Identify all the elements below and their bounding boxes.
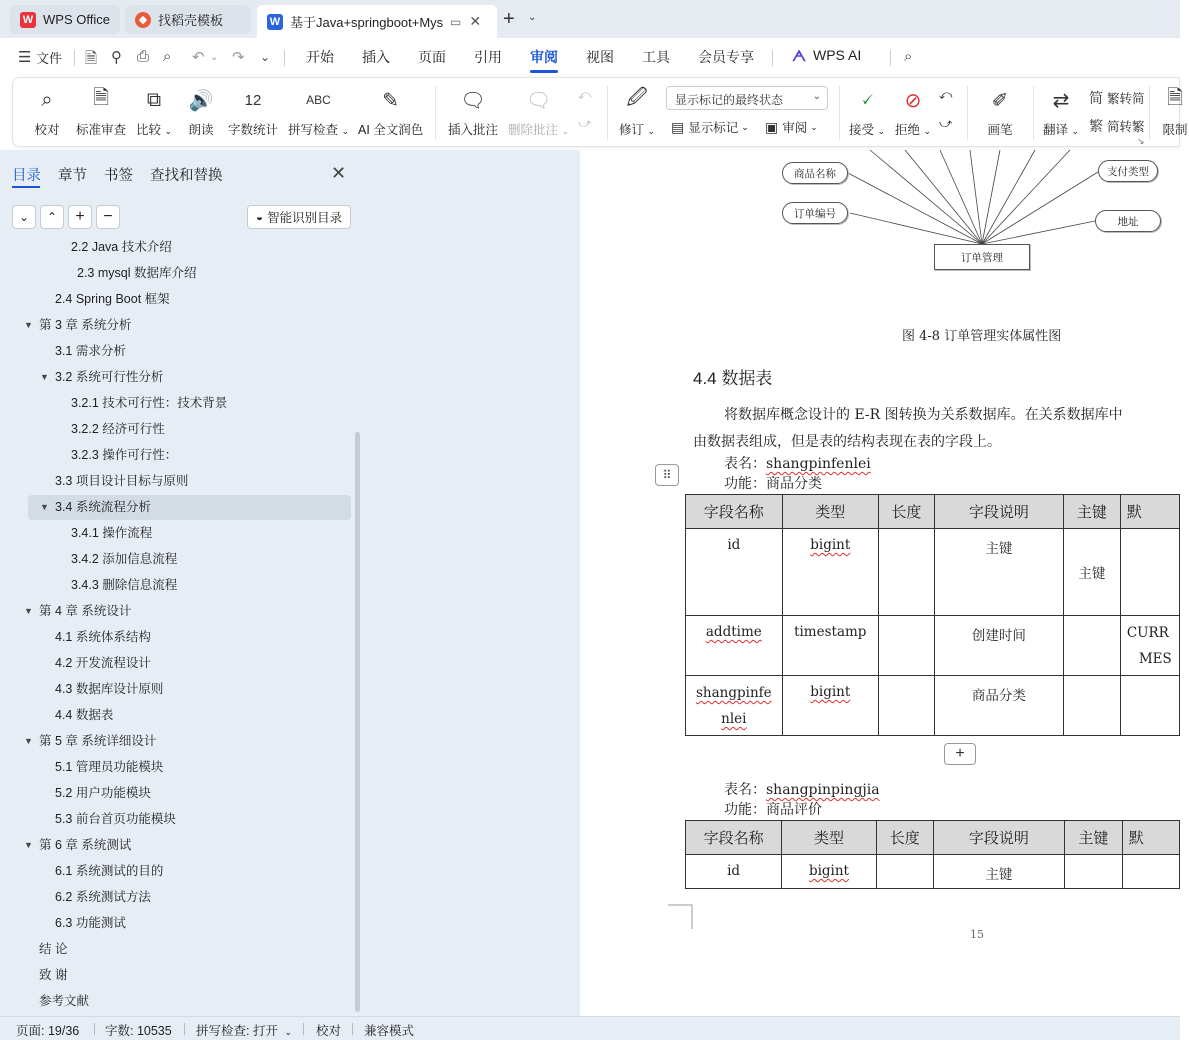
table-cell[interactable] <box>1120 616 1179 676</box>
table-name: shangpinfenlei <box>766 456 871 472</box>
table-cell[interactable] <box>1122 855 1179 889</box>
table-cell[interactable] <box>782 855 877 889</box>
word-count-icon: 12 <box>244 91 262 109</box>
toc-scrollbar[interactable] <box>355 432 360 1012</box>
undo-icon[interactable]: ↶ <box>192 49 205 66</box>
toc-item-label: 3.4 系统流程分析 <box>55 500 151 514</box>
plus-icon: + <box>955 745 965 762</box>
divider <box>184 1023 185 1035</box>
tab-bar <box>0 0 1180 38</box>
previous-change-icon[interactable]: ⤺ <box>939 88 953 102</box>
next-comment-icon[interactable]: ⤻ <box>578 116 592 130</box>
divider <box>74 50 75 66</box>
divider <box>352 1023 353 1035</box>
tab-find-replace[interactable]: 查找和替换 <box>150 168 223 184</box>
divider <box>303 1023 304 1035</box>
toc-item[interactable] <box>24 730 157 752</box>
toc-item[interactable] <box>24 314 132 336</box>
button-label: 接受 <box>849 123 875 137</box>
close-pane-icon[interactable]: ✕ <box>331 163 347 183</box>
pen-icon: ✐ <box>991 89 1009 112</box>
toc-item[interactable] <box>71 392 227 414</box>
chevron-down-icon: ⌄ <box>877 126 886 136</box>
active-menu-indicator <box>530 70 558 73</box>
remove-heading-button[interactable] <box>96 205 120 229</box>
ai-polish-button[interactable] <box>358 86 423 138</box>
spell-check-button[interactable] <box>288 86 349 138</box>
active-tab-indicator <box>12 186 40 188</box>
toc-item-label: 6.3 功能测试 <box>55 916 126 930</box>
toc-item-label: 3.2.2 经济可行性 <box>71 422 165 436</box>
page-number: 15 <box>970 928 984 941</box>
status-label: 拼写检查: 打开 <box>196 1024 278 1038</box>
er-attribute-address: 地址 <box>1095 210 1161 232</box>
toc-item[interactable] <box>55 704 113 726</box>
document-check-icon: 🗎 <box>92 87 110 109</box>
toc-item-label: 3.2.1 技术可行性：技术背景 <box>71 396 228 410</box>
divider <box>967 86 968 140</box>
compare-button[interactable] <box>136 86 172 138</box>
er-attribute-payment-type: 支付类型 <box>1098 160 1158 182</box>
column-header: 字段说明 <box>934 495 1063 529</box>
review-pane-icon: ▣ <box>765 118 779 135</box>
divider <box>435 86 436 140</box>
button-label: 朗读 <box>188 123 214 137</box>
toc-item-label: 3.4.2 添加信息流程 <box>71 552 178 566</box>
toc-item-label: 6.2 系统测试方法 <box>55 890 151 904</box>
chevron-down-icon: ⌄ <box>810 121 818 132</box>
toc-item[interactable] <box>40 496 151 518</box>
chevron-down-icon: ⌄ <box>341 126 350 136</box>
divider <box>1149 86 1150 140</box>
label: 表名： <box>724 456 766 472</box>
toc-item-label: 参考文献 <box>39 994 90 1008</box>
reject-icon: ⊘ <box>904 89 922 112</box>
button-label: 字数统计 <box>228 123 279 137</box>
toc-item-label: 2.2 Java 技术介绍 <box>71 240 172 254</box>
toc-item-label: 3.1 需求分析 <box>55 344 126 358</box>
table-name: shangpinpingjia <box>766 782 880 798</box>
column-header: 字段说明 <box>933 821 1064 855</box>
table-cell[interactable]: 主键 <box>933 855 1064 889</box>
expand-arrow-icon[interactable]: ▼ <box>40 502 49 512</box>
collapse-up-button[interactable] <box>40 205 64 229</box>
table-cell[interactable]: 创建时间 <box>934 616 1063 676</box>
table-row <box>686 676 1180 736</box>
menu-references[interactable]: 引用 <box>474 49 502 65</box>
markup-mode-select[interactable] <box>666 86 828 110</box>
column-header: 默 <box>1122 821 1179 855</box>
status-proofread[interactable]: 校对 <box>316 1024 342 1038</box>
data-table-shangpinpingjia <box>685 820 1180 889</box>
previous-comment-icon[interactable]: ⤺ <box>578 88 592 102</box>
label: 表名： <box>724 782 766 798</box>
compare-icon: ⧉ <box>146 88 162 111</box>
track-changes-icon: 🖉 <box>626 87 648 109</box>
button-label: 审阅 <box>782 121 808 135</box>
toc-item-label: 3.4.1 操作流程 <box>71 526 153 540</box>
button-label: 智能识别目录 <box>267 211 343 225</box>
markup-icon: ▤ <box>671 118 685 135</box>
cell-text: bigint <box>810 537 851 553</box>
toc-item-label: 第 6 章 系统测试 <box>39 838 132 852</box>
menu-home[interactable]: 开始 <box>306 49 334 65</box>
link-icon[interactable]: ⚲ <box>111 49 122 66</box>
status-compat-mode: 兼容模式 <box>364 1024 415 1038</box>
ribbon-toolbar <box>12 77 1188 147</box>
table-cell[interactable] <box>1063 676 1120 736</box>
chevron-down-icon[interactable]: ⌄ <box>260 50 271 64</box>
collapse-down-button[interactable] <box>12 205 36 229</box>
table-function: 商品分类 <box>766 476 822 492</box>
expand-ribbon-icon[interactable]: ↘ <box>1137 136 1145 146</box>
figure-caption: 图 4-8 订单管理实体属性图 <box>902 329 1062 344</box>
toc-item[interactable] <box>55 652 151 674</box>
table-cell[interactable]: 商品分类 <box>934 676 1063 736</box>
writer-logo-icon: W <box>267 14 283 30</box>
close-tab-icon[interactable]: ✕ <box>469 13 482 29</box>
toc-item[interactable] <box>55 470 188 492</box>
toc-item-label: 结 论 <box>39 942 68 956</box>
chevron-down-icon: ⌄ <box>812 91 821 102</box>
toc-item[interactable] <box>71 444 177 466</box>
cell-text: nlei <box>721 711 747 727</box>
smart-toc-button[interactable] <box>247 205 351 229</box>
button-label: 标准审查 <box>76 123 127 137</box>
tab-bookmarks[interactable]: 书签 <box>104 168 133 184</box>
button-label: 拼写检查 <box>288 123 339 137</box>
crop-mark <box>668 904 694 930</box>
expand-arrow-icon[interactable]: ▼ <box>24 606 33 616</box>
cell-text: bigint <box>808 863 849 879</box>
button-label: 限制 <box>1162 123 1188 137</box>
add-row-button[interactable] <box>944 743 976 765</box>
toc-item[interactable] <box>55 756 163 778</box>
table-cell[interactable] <box>782 529 878 616</box>
menu-page[interactable]: 页面 <box>418 49 446 65</box>
proofread-icon: ⌕ <box>41 88 53 111</box>
table-move-handle[interactable] <box>655 464 679 486</box>
body-paragraph-line-2: 由数据表组成，但是表的结构表现在表的字段上。 <box>693 434 1001 450</box>
divider <box>607 86 608 140</box>
restrict-icon: 🗎 <box>1166 87 1184 109</box>
toc-item-label: 5.2 用户功能模块 <box>55 786 151 800</box>
translate-icon: ⇄ <box>1052 89 1070 112</box>
table-row <box>686 855 1180 889</box>
toc-item[interactable] <box>55 678 163 700</box>
button-label: 删除批注 <box>508 123 559 137</box>
button-label: 翻译 <box>1043 123 1069 137</box>
divider <box>284 50 285 66</box>
chevron-down-icon: ⌄ <box>923 126 932 136</box>
tab-document[interactable] <box>257 5 497 38</box>
button-label: 修订 <box>619 123 645 137</box>
toc-item-label: 4.1 系统体系结构 <box>55 630 151 644</box>
toc-item[interactable] <box>71 236 172 258</box>
er-entity-order-management: 订单管理 <box>934 244 1030 270</box>
toc-item-label: 3.2 系统可行性分析 <box>55 370 164 384</box>
toc-item-label: 4.2 开发流程设计 <box>55 656 151 670</box>
toc-item[interactable] <box>40 366 164 388</box>
proofread-button[interactable] <box>33 86 61 138</box>
docer-logo-icon: ◆ <box>135 12 151 28</box>
wps-ai-icon: ᗅ <box>792 48 807 65</box>
chevron-down-icon: ⌄ <box>284 1027 292 1037</box>
toc-item-label: 2.3 mysql 数据库介绍 <box>77 266 197 280</box>
save-icon[interactable]: 🗎 <box>85 50 98 67</box>
restrict-button[interactable] <box>1161 86 1189 138</box>
show-markup-button[interactable] <box>671 118 749 136</box>
table-cell[interactable] <box>686 676 783 736</box>
toc-item[interactable] <box>71 522 152 544</box>
toc-item[interactable] <box>55 860 163 882</box>
toc-item-label: 6.1 系统测试的目的 <box>55 864 164 878</box>
column-header: 主键 <box>1063 495 1120 529</box>
toc-item-label: 5.3 前台首页功能模块 <box>55 812 176 826</box>
table-cell[interactable]: 主键 <box>1063 529 1120 616</box>
tab-label: WPS Office <box>43 12 110 27</box>
cell-text: shangpinfe <box>695 685 772 701</box>
menu-bar <box>0 38 1180 74</box>
table-cell[interactable]: 主键 <box>934 529 1063 616</box>
er-attribute-order-number: 订单编号 <box>782 202 848 224</box>
reject-button[interactable] <box>895 86 931 138</box>
menu-wps-ai[interactable]: WPS AI <box>813 47 862 63</box>
tab-wps-office[interactable] <box>10 5 120 34</box>
toc-item[interactable] <box>77 262 196 284</box>
column-header: 长度 <box>878 495 934 529</box>
column-header: 长度 <box>876 821 933 855</box>
table-cell[interactable]: id <box>686 855 782 889</box>
table-cell[interactable]: id <box>686 529 783 616</box>
next-change-icon[interactable]: ⤻ <box>939 116 953 130</box>
cell-text: bigint <box>810 684 851 700</box>
magic-wand-icon: ✎ <box>382 89 400 112</box>
toc-item[interactable] <box>24 600 132 622</box>
er-attribute-product-name: 商品名称 <box>782 162 848 184</box>
column-header: 字段名称 <box>686 821 782 855</box>
toc-item[interactable] <box>55 288 170 310</box>
accept-icon: 🗸 <box>860 88 875 111</box>
button-label: 比较 <box>136 123 162 137</box>
tab-toc[interactable]: 目录 <box>12 168 41 184</box>
table-row <box>686 529 1180 616</box>
menu-insert[interactable]: 插入 <box>362 49 390 65</box>
print-preview-icon[interactable]: ⌕ <box>163 48 172 65</box>
chevron-down-icon: ⌄ <box>18 210 30 224</box>
revise-button[interactable] <box>619 86 655 138</box>
column-header: 字段名称 <box>686 495 783 529</box>
table-function-line <box>724 473 822 493</box>
to-simplified-button[interactable] <box>1089 116 1145 136</box>
label: 功能： <box>724 802 766 818</box>
toc-item[interactable] <box>55 782 151 804</box>
toc-item-label: 第 4 章 系统设计 <box>39 604 132 618</box>
toc-item-label: 第 3 章 系统分析 <box>39 318 132 332</box>
pen-button[interactable] <box>986 86 1014 138</box>
toc-item[interactable] <box>39 990 89 1012</box>
table-row <box>686 616 1180 676</box>
wps-logo-icon: W <box>20 12 36 28</box>
column-header: 类型 <box>782 821 877 855</box>
insert-comment-button[interactable] <box>448 86 498 138</box>
menu-tools[interactable]: 工具 <box>642 49 670 65</box>
tab-label: 找稻壳模板 <box>158 13 224 28</box>
simplified-icon: 繁 <box>1089 118 1103 134</box>
expand-arrow-icon[interactable]: ▼ <box>24 736 33 746</box>
minus-icon: − <box>103 208 113 225</box>
smart-icon: ◒ <box>255 210 264 224</box>
menu-member[interactable]: 会员专享 <box>698 49 754 65</box>
speaker-icon: 🔊 <box>188 89 214 112</box>
toc-item[interactable] <box>55 886 151 908</box>
tab-label: 基于Java+springboot+Mys <box>290 15 444 30</box>
word-count-button[interactable] <box>228 86 278 138</box>
table-name-line <box>724 779 880 799</box>
toc-item[interactable] <box>55 808 176 830</box>
toc-item-label: 3.3 项目设计目标与原则 <box>55 474 189 488</box>
body-paragraph-line-1: 将数据库概念设计的 E-R 图转换为关系数据库。在关系数据库中 <box>724 407 1123 423</box>
button-label: 简转繁 <box>1107 120 1145 134</box>
table-function-line <box>724 799 822 819</box>
toc-item[interactable] <box>71 418 165 440</box>
data-table-shangpinfenlei <box>685 494 1180 736</box>
table-cell[interactable] <box>1120 529 1179 616</box>
drag-handle-icon: ⠿ <box>662 468 672 482</box>
divider <box>1033 86 1034 140</box>
chevron-down-icon: ⌄ <box>741 121 749 132</box>
toc-item[interactable] <box>55 912 126 934</box>
add-heading-button[interactable] <box>68 205 92 229</box>
section-heading: 4.4 数据表 <box>693 369 773 388</box>
toc-item[interactable] <box>55 340 126 362</box>
table-cell[interactable]: timestamp <box>782 616 878 676</box>
comment-add-icon: 🗨 <box>460 89 486 112</box>
column-header: 类型 <box>782 495 878 529</box>
label: 功能： <box>724 476 766 492</box>
accept-button[interactable] <box>849 86 885 138</box>
expand-arrow-icon[interactable]: ▼ <box>40 372 49 382</box>
table-cell[interactable] <box>1120 676 1179 736</box>
select-value: 显示标记的最终状态 <box>675 93 784 107</box>
print-icon[interactable]: ⎙ <box>137 48 150 65</box>
menu-review[interactable]: 审阅 <box>530 49 558 65</box>
to-traditional-button[interactable] <box>1089 88 1145 108</box>
button-label: 显示标记 <box>688 121 739 135</box>
table-function: 商品评价 <box>766 802 822 818</box>
chevron-down-icon[interactable]: ⌄ <box>210 52 219 63</box>
toc-item[interactable] <box>24 834 132 856</box>
hamburger-icon[interactable]: ☰ <box>18 49 32 66</box>
chevron-down-icon: ⌄ <box>561 126 570 136</box>
chevron-down-icon: ⌄ <box>647 126 656 136</box>
chevron-down-icon: ⌄ <box>1071 126 1080 136</box>
table-cell[interactable] <box>876 855 933 889</box>
table-name-line <box>724 453 871 473</box>
toc-item-label: 2.4 Spring Boot 框架 <box>55 292 170 306</box>
toc-list <box>0 238 355 1016</box>
divider <box>94 1023 95 1035</box>
column-header: 主键 <box>1064 821 1122 855</box>
expand-arrow-icon[interactable]: ▼ <box>24 320 33 330</box>
table-cell[interactable] <box>1064 855 1122 889</box>
toc-item[interactable] <box>71 548 177 570</box>
cell-text: CURR <box>1126 625 1169 641</box>
cell-text: addtime <box>705 624 762 640</box>
menu-file[interactable]: 文件 <box>36 51 63 66</box>
toc-item[interactable] <box>55 626 151 648</box>
menu-view[interactable]: 视图 <box>586 49 614 65</box>
review-pane-button[interactable] <box>765 118 818 136</box>
chevron-down-icon[interactable]: ⌄ <box>528 12 537 23</box>
table-cell[interactable] <box>878 676 934 736</box>
button-label: 拒绝 <box>895 123 921 137</box>
button-label: 画笔 <box>987 123 1013 137</box>
standard-review-button[interactable] <box>76 86 126 138</box>
toc-item-label: 第 5 章 系统详细设计 <box>39 734 157 748</box>
button-label: AI 全文润色 <box>358 123 424 137</box>
cell-text: MES <box>1138 651 1172 667</box>
chevron-up-icon: ⌃ <box>46 210 58 224</box>
translate-button[interactable] <box>1043 86 1079 138</box>
toc-item-label: 3.2.3 操作可行性： <box>71 448 178 462</box>
table-cell[interactable] <box>878 616 934 676</box>
traditional-icon: 简 <box>1089 90 1103 106</box>
expand-arrow-icon[interactable]: ▼ <box>24 840 33 850</box>
toc-item[interactable] <box>71 574 177 596</box>
button-label: 繁转简 <box>1107 92 1145 106</box>
toc-item-label: 5.1 管理员功能模块 <box>55 760 164 774</box>
status-spell-check[interactable] <box>196 1021 292 1039</box>
toc-item-label: 4.4 数据表 <box>55 708 114 722</box>
toc-item-label: 4.3 数据库设计原则 <box>55 682 164 696</box>
chevron-down-icon: ⌄ <box>164 126 173 136</box>
comment-delete-icon: 🗨 <box>525 89 552 112</box>
toc-item[interactable] <box>39 938 67 960</box>
toc-item-label: 致 谢 <box>39 968 68 982</box>
status-page[interactable]: 页面: 19/36 <box>16 1024 80 1038</box>
tab-sections[interactable]: 章节 <box>58 168 87 184</box>
divider <box>772 50 773 66</box>
status-word-count[interactable]: 字数: 10535 <box>105 1024 172 1038</box>
monitor-icon[interactable]: ▭ <box>450 14 462 29</box>
button-label: 校对 <box>34 123 60 137</box>
table-cell[interactable] <box>686 616 783 676</box>
redo-icon[interactable]: ↷ <box>232 49 245 66</box>
read-aloud-button[interactable] <box>187 86 215 138</box>
search-icon[interactable]: ⌕ <box>904 48 913 65</box>
plus-icon: + <box>75 208 85 225</box>
column-header: 默 <box>1120 495 1179 529</box>
spell-check-icon: ABC <box>306 93 331 107</box>
table-cell[interactable] <box>878 529 934 616</box>
status-bar <box>0 1016 1180 1040</box>
toc-item-label: 3.4.3 删除信息流程 <box>71 578 178 592</box>
toc-item[interactable] <box>39 964 67 986</box>
divider <box>839 86 840 140</box>
divider <box>890 50 891 66</box>
delete-comment-button[interactable] <box>508 86 569 138</box>
button-label: 插入批注 <box>448 123 499 137</box>
table-cell[interactable] <box>1063 616 1120 676</box>
new-tab-icon[interactable]: + <box>503 8 515 30</box>
table-cell[interactable] <box>782 676 878 736</box>
tab-template[interactable] <box>125 5 251 34</box>
